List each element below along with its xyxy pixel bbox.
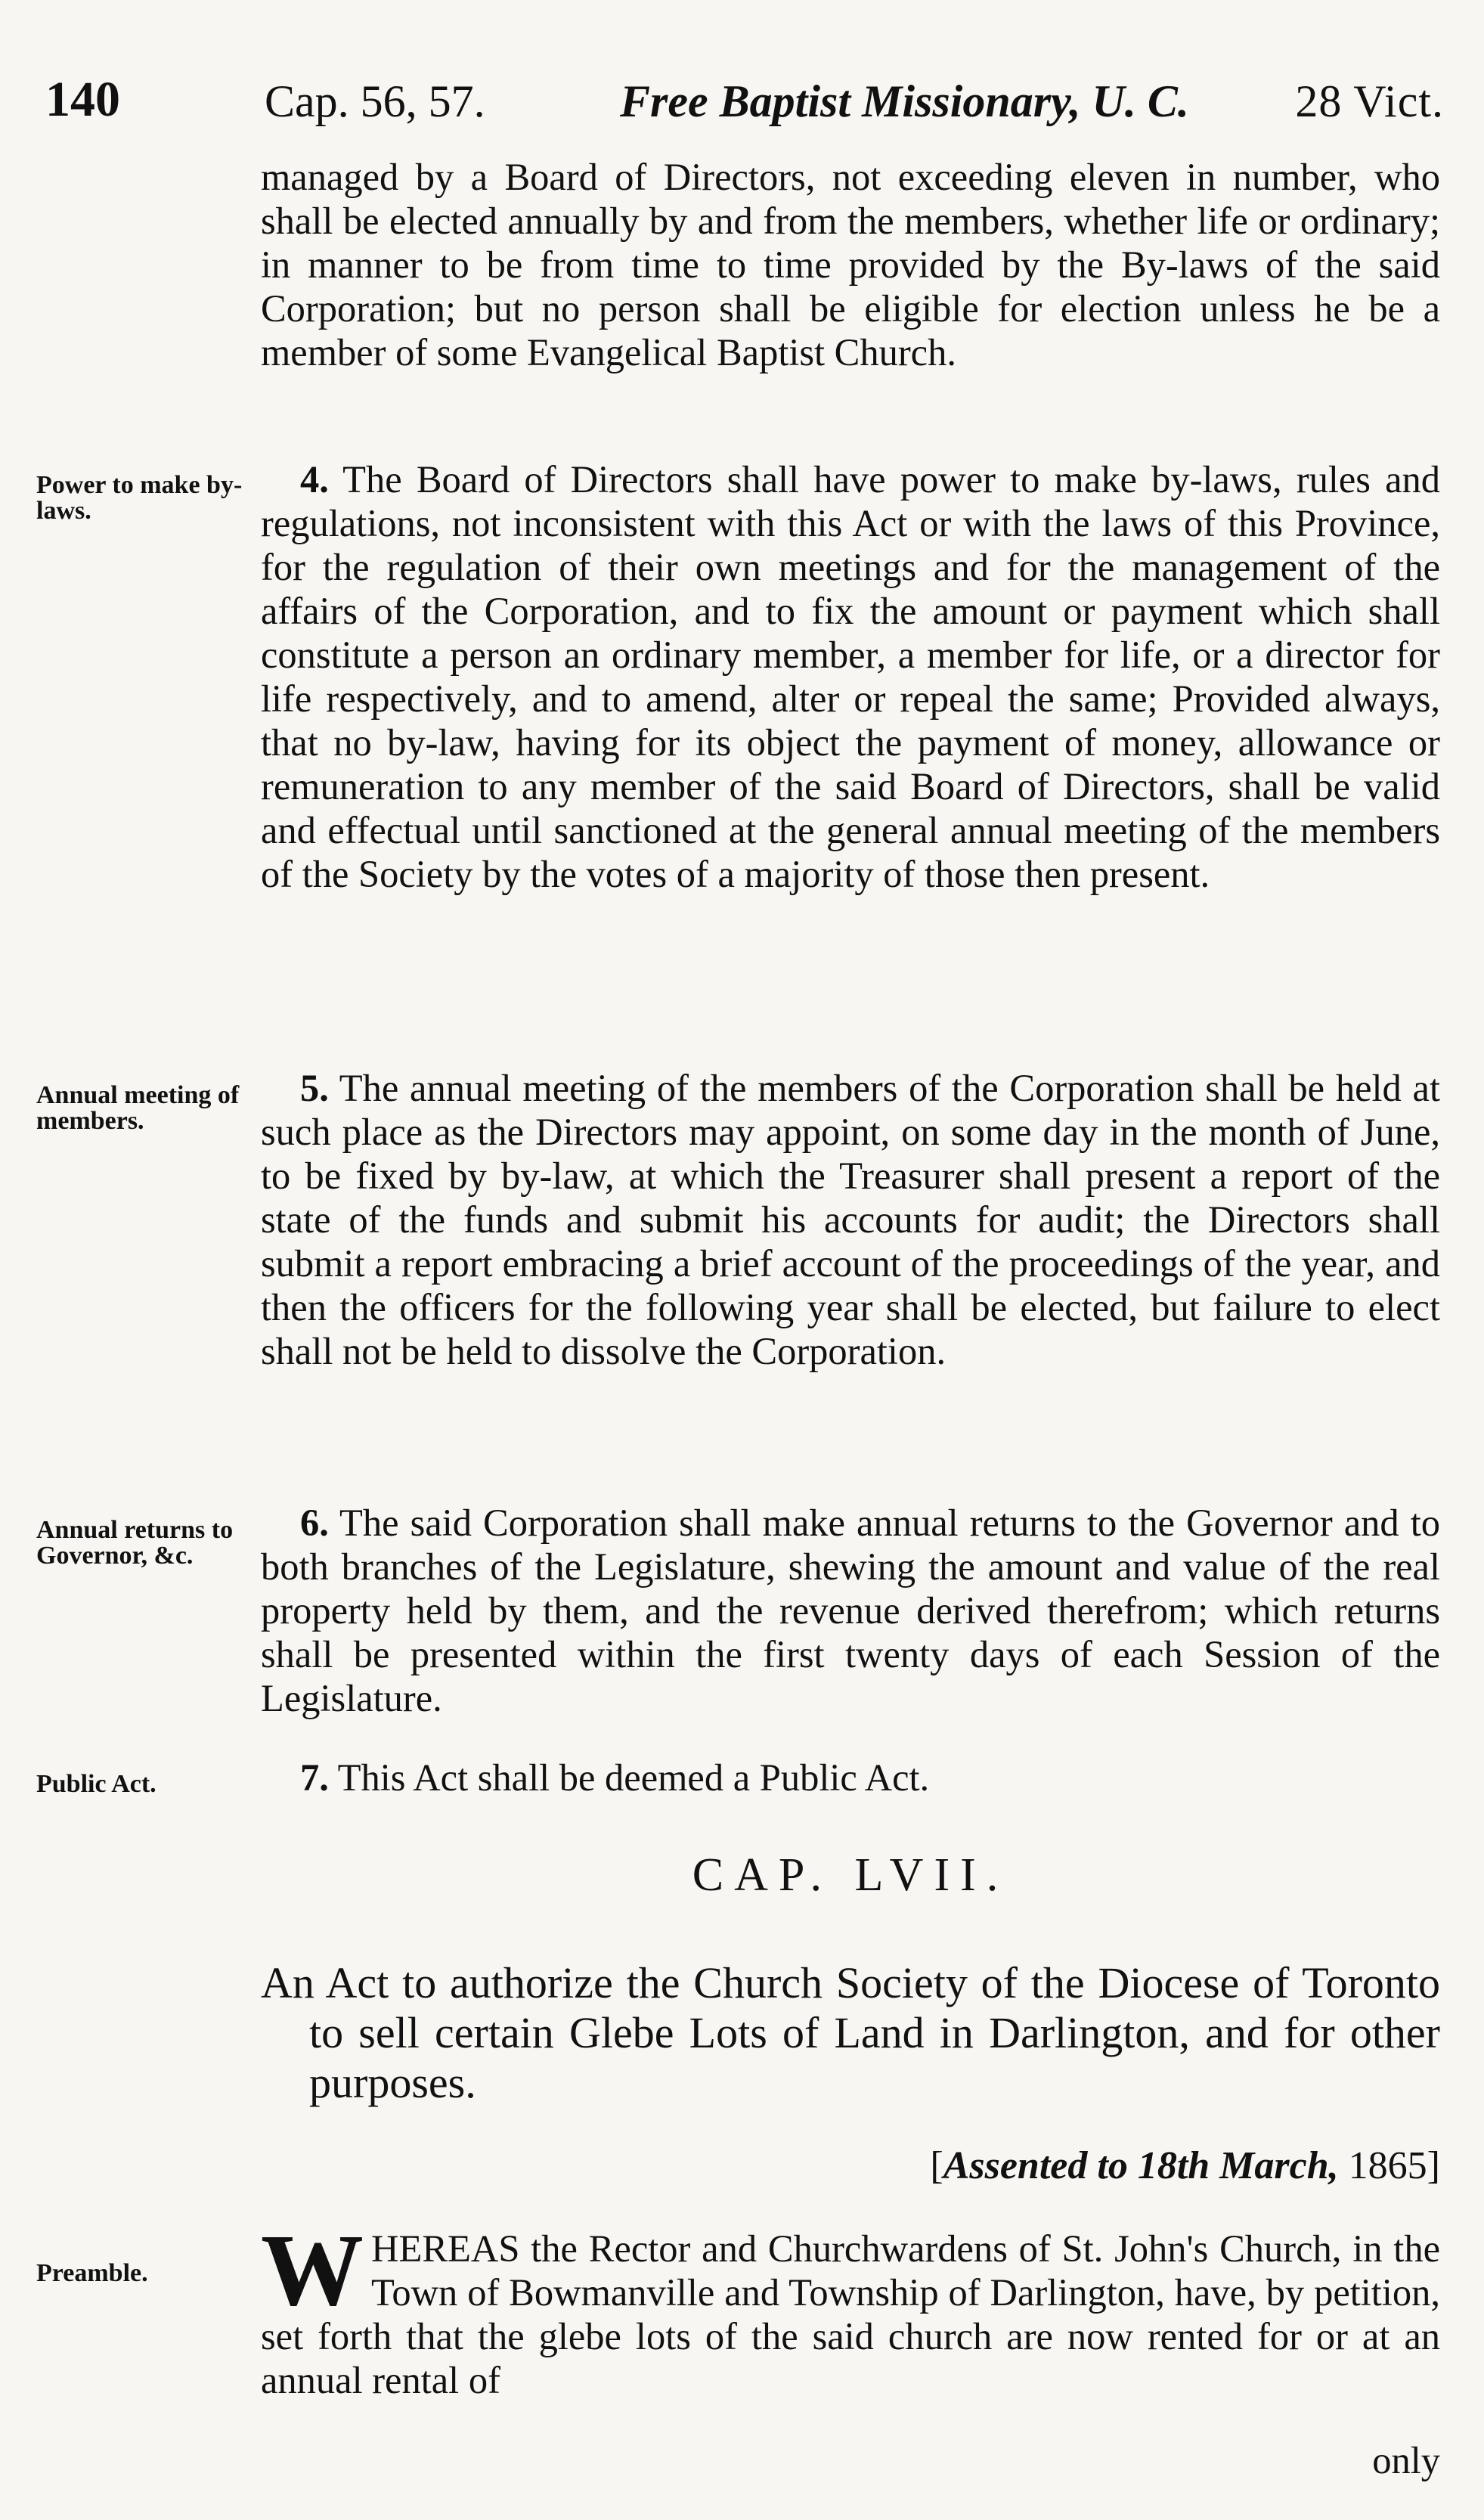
section-number: 4. xyxy=(300,458,329,501)
assent-label: Assented to 18th March, xyxy=(943,2144,1339,2187)
chapter-heading: CAP. LVII. xyxy=(692,1849,1009,1901)
page-number: 140 xyxy=(45,72,120,127)
marginal-note-power-to-make-bylaws: Power to make by-laws. xyxy=(36,471,243,525)
marginal-note-annual-meeting: Annual meeting of members. xyxy=(36,1081,240,1135)
section-7 xyxy=(261,1756,1440,1799)
running-title: Free Baptist Missionary, U. C. xyxy=(620,76,1189,126)
catchword: only xyxy=(1372,2439,1440,2481)
act-long-title: An Act to authorize the Church Society of the Diocese of Toronto to sell certain Glebe Lots of Land in Darlington, and for other purposes. xyxy=(261,1958,1440,2107)
assent-line: [Assented to 18th March, 1865] xyxy=(930,2144,1440,2187)
section-text: The annual meeting of the members of the Corporation shall be held at such place as the Directors may appoint, on some day in the month of June, to be fixed by by-law, at which the Treasurer shall present a report of the state of the funds and submit his accounts for audit; the Directors shall submit a report embracing a brief account of the proceedings of the year, and then the officers for the following year shall be elected, but failure to elect shall not be held to dissolve the Corporation. xyxy=(261,1067,1440,1372)
assent-year: 1865 xyxy=(1348,2144,1427,2187)
preamble-paragraph xyxy=(261,2214,1440,2402)
drop-cap: W xyxy=(261,2214,364,2327)
section-number: 6. xyxy=(300,1502,329,1544)
section-6 xyxy=(261,1501,1440,1720)
marginal-note-annual-returns: Annual returns to Governor, &c. xyxy=(36,1516,234,1570)
marginal-note-preamble: Preamble. xyxy=(36,2259,148,2287)
section-5 xyxy=(261,1066,1440,1373)
chapter-reference: Cap. 56, 57. xyxy=(265,76,485,126)
regnal-year: 28 Vict. xyxy=(1295,76,1444,126)
section-text: This Act shall be deemed a Public Act. xyxy=(337,1756,930,1799)
marginal-note-public-act: Public Act. xyxy=(36,1770,156,1798)
section-4 xyxy=(261,457,1440,896)
continuation-paragraph: managed by a Board of Directors, not exceeding eleven in number, who shall be elected annually by and from the members, whether life or ordinary; in manner to be from time to time provided by the By-laws of the said Corporation; but no person shall be eligible for election unless he be a member of some Evangelical Baptist Church. xyxy=(261,156,1440,374)
section-text: The said Corporation shall make annual returns to the Governor and to both branches of the Legislature, shewing the amount and value of the real property held by them, and the revenue derived therefrom; which returns shall be presented within the first twenty days of each Session of the Legislature. xyxy=(261,1502,1441,1719)
section-number: 7. xyxy=(300,1756,329,1799)
section-text: The Board of Directors shall have power to make by-laws, rules and regulations, not inconsistent with this Act or with the laws of this Province, for the regulation of their own meetings and for the management of the affairs of the Corporation, and to fix the amount or payment which shall constitute a person an ordinary member, a member for life, or a director for life respectively, and to amend, alter or repeal the same; Provided always, that no by-law, having for its object the payment of money, allowance or remuneration to any member of the said Board of Directors, shall be valid and effectual until sanctioned at the general annual meeting of the members of the Society by the votes of a majority of those then present. xyxy=(261,458,1440,895)
preamble-text: HEREAS the Rector and Churchwardens of St. John's Church, in the Town of Bowmanville and Township of Darlington, have, by petition, set forth that the glebe lots of the said church are now rented for or at an annual rental of xyxy=(261,2227,1440,2401)
section-number: 5. xyxy=(300,1067,329,1109)
running-header xyxy=(45,60,1444,136)
